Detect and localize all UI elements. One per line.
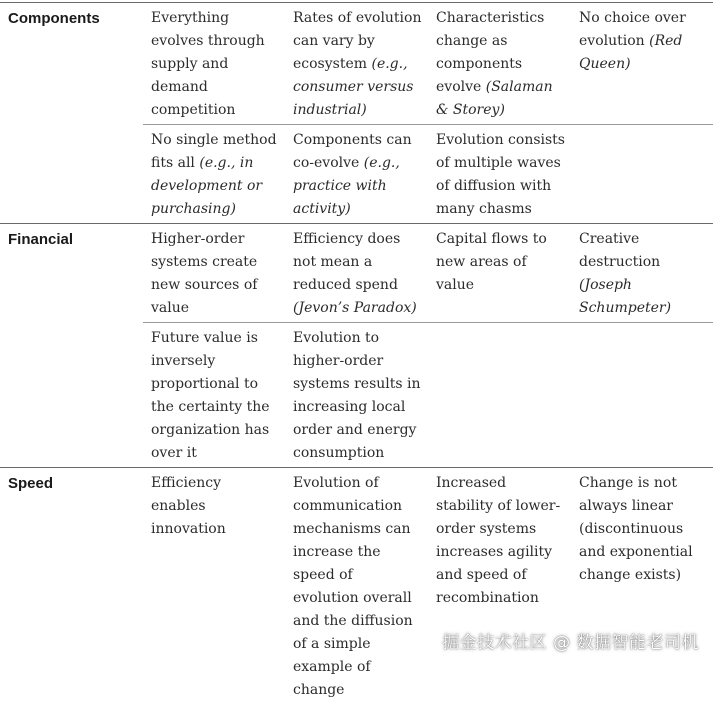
table-cell: Creative destruction (Joseph Schumpeter): [571, 224, 713, 323]
table-cell: Evolution to higher-order systems results in increasing local order and energy consumption: [285, 323, 428, 468]
table-cell-empty: [0, 125, 143, 224]
table-cell: Increased stability of lower-order systems increases agility and speed of recombination: [428, 468, 571, 704]
table-cell: No choice over evolution (Red Queen): [571, 3, 713, 125]
table-cell: Everything evolves through supply and demand competition: [143, 3, 285, 125]
category-financial: Financial: [0, 224, 143, 323]
table-cell: Efficiency does not mean a reduced spend (Jevon’s Paradox): [285, 224, 428, 323]
table-cell-empty: [0, 323, 143, 468]
table-row: [0, 323, 713, 468]
table-cell: Future value is inversely proportional to the certainty the organization has over it: [143, 323, 285, 468]
table-row: [0, 125, 713, 224]
table-cell: Evolution of communication mechanisms can increase the speed of evolution overall and the diffusion of a simple example of change: [285, 468, 428, 704]
table-cell: Rates of evolution can vary by ecosystem (e.g., consumer versus industrial): [285, 3, 428, 125]
table-cell-empty: [428, 323, 571, 468]
table-cell-empty: [571, 323, 713, 468]
table-row: [0, 224, 713, 323]
table-cell: Components can co-evolve (e.g., practice with activity): [285, 125, 428, 224]
category-components: Components: [0, 3, 143, 125]
table-cell-empty: [571, 125, 713, 224]
table-cell: Characteristics change as components evolve (Salaman & Storey): [428, 3, 571, 125]
watermark: 掘金技术社区 @ 数据智能老司机: [442, 628, 699, 653]
table-cell: Higher-order systems create new sources of value: [143, 224, 285, 323]
table-cell: Change is not always linear (discontinuous and exponential change exists): [571, 468, 713, 704]
category-speed: Speed: [0, 468, 143, 704]
table-row: [0, 3, 713, 125]
doctrine-table: [0, 2, 713, 704]
table-cell: Efficiency enables innovation: [143, 468, 285, 704]
table-cell: No single method fits all (e.g., in development or purchasing): [143, 125, 285, 224]
table-cell: Capital flows to new areas of value: [428, 224, 571, 323]
table-cell: Evolution consists of multiple waves of diffusion with many chasms: [428, 125, 571, 224]
